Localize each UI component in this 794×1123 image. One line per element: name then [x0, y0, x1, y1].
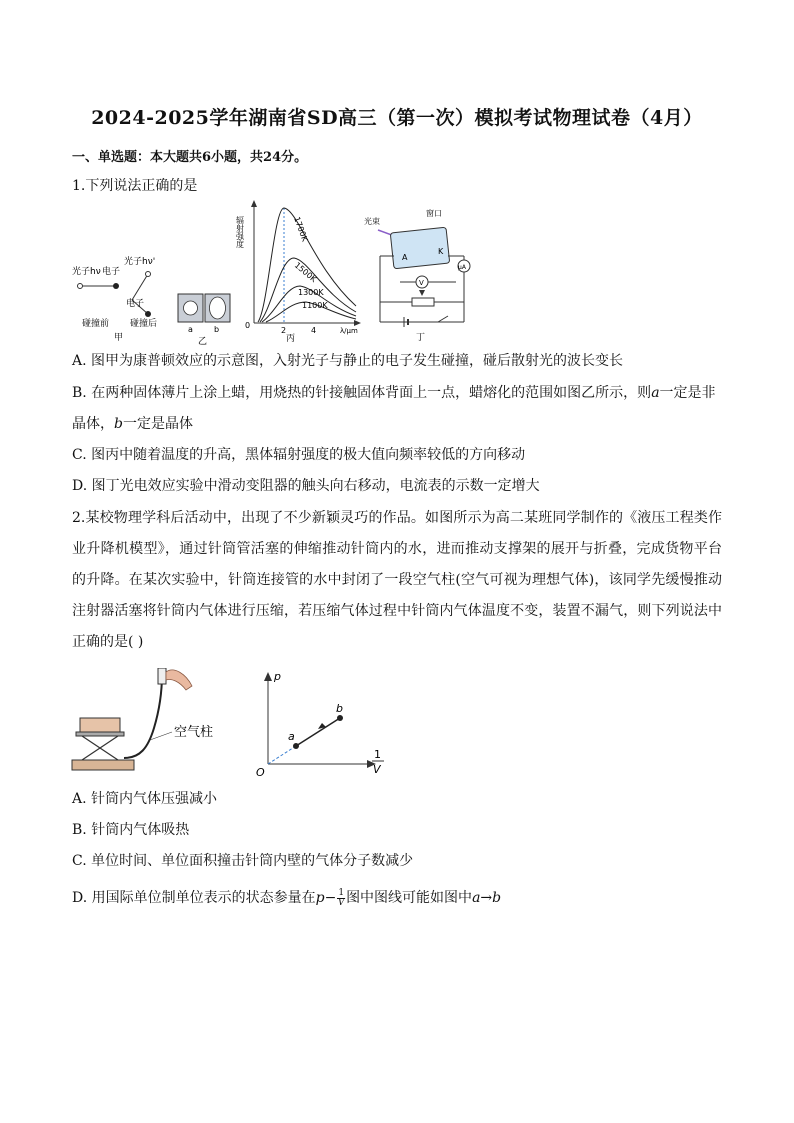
- q2-option-d-arrow: →: [480, 890, 493, 906]
- point-b: [337, 715, 343, 721]
- q2-option-b[interactable]: B. 针筒内气体吸热: [72, 822, 190, 838]
- q1-option-d[interactable]: D. 图丁光电效应实验中滑动变阻器的触头向右移动，电流表的示数一定增大: [72, 478, 540, 494]
- photon-in-label: 光子hν: [72, 267, 101, 277]
- photon-out-path: [132, 274, 148, 300]
- q1-option-c[interactable]: C. 图丙中随着温度的升高，黑体辐射强度的极大值向频率较低的方向移动: [72, 447, 526, 463]
- switch: [438, 316, 448, 322]
- q2-option-a[interactable]: A. 针筒内气体压强减小: [72, 791, 218, 807]
- q1-option-b-text3: 晶体，: [72, 416, 114, 432]
- point-a: [293, 743, 299, 749]
- q1-option-b-text2: 一定是非: [659, 385, 716, 401]
- wax-ellipse: [210, 297, 226, 319]
- q2-option-d[interactable]: [72, 888, 501, 908]
- tube: [124, 674, 162, 758]
- ammeter-label: μA: [458, 264, 466, 271]
- caption-bing: 丙: [286, 334, 296, 344]
- before-label: 碰撞前: [82, 319, 110, 329]
- beam-label: 光束: [364, 217, 380, 226]
- label-b: b: [214, 325, 220, 334]
- photon-out-label: 光子hν': [124, 257, 156, 267]
- x-label-den: V: [373, 763, 381, 776]
- bb-y-arrow: [251, 200, 257, 207]
- electron-after-label: 电子: [126, 299, 145, 309]
- syringe: [158, 668, 166, 684]
- bb-tick-4: 4: [311, 326, 317, 335]
- label-K: K: [438, 247, 444, 256]
- bb-x-arrow: [354, 320, 361, 326]
- figure-wax: [175, 290, 235, 346]
- wax-circle: [184, 301, 198, 315]
- electron-before-dot: [113, 283, 119, 289]
- page-title: 2024-2025学年湖南省SD高三（第一次）模拟考试物理试卷（4月）: [91, 107, 703, 129]
- air-column-label: 空气柱: [174, 725, 214, 740]
- q1-stem: 1.下列说法正确的是: [72, 178, 198, 194]
- hand: [166, 670, 192, 690]
- rheostat: [412, 298, 434, 306]
- q1-option-b-line2[interactable]: [72, 414, 193, 434]
- label-1300k: 1300K: [298, 288, 324, 297]
- fraction-den: V: [337, 897, 345, 908]
- photon-in-dot: [78, 284, 83, 289]
- cargo-platform: [80, 718, 120, 732]
- origin-label: O: [256, 766, 265, 779]
- q2-option-c[interactable]: C. 单位时间、单位面积撞击针筒内壁的气体分子数减少: [72, 853, 414, 869]
- window-label: 窗口: [426, 209, 442, 218]
- platform-plate: [76, 732, 124, 736]
- q1-option-b-b: b: [114, 416, 123, 432]
- label-1700k: 1700K: [292, 215, 310, 243]
- label-a: a: [188, 325, 193, 334]
- q2-option-d-text2: 图中图线可能如图中: [346, 890, 473, 906]
- q2-option-d-fraction: [337, 889, 345, 908]
- caption-ding: 丁: [416, 333, 426, 342]
- bb-xlabel: λ/μm: [340, 327, 358, 335]
- bb-origin: 0: [245, 321, 251, 330]
- rheostat-slider: [419, 290, 425, 296]
- q2-option-d-dash: −: [324, 890, 337, 906]
- figure-p-graph: [254, 668, 404, 780]
- q1-option-a[interactable]: A. 图甲为康普顿效应的示意图，入射光子与静止的电子发生碰撞，碰后散射光的波长变长: [72, 353, 624, 369]
- after-label: 碰撞后: [130, 319, 158, 329]
- figure-photoelectric: [364, 202, 484, 342]
- bb-ylabel: 辐射强度: [236, 216, 245, 248]
- figure-compton: [70, 252, 170, 342]
- bb-tick-2: 2: [281, 326, 287, 335]
- process-line: [296, 718, 340, 746]
- photon-out-dot: [146, 272, 151, 277]
- q1-option-b-text4: 一定是晶体: [122, 416, 193, 432]
- fraction-num: 1: [338, 887, 345, 898]
- p-axis-arrow: [264, 672, 272, 681]
- p-axis-label: p: [274, 670, 281, 683]
- point-a-label: a: [288, 730, 295, 743]
- q2-option-d-b: b: [492, 890, 502, 906]
- q1-option-b-a: a: [651, 385, 660, 401]
- caption-yi: 乙: [198, 337, 208, 346]
- caption-jia: 甲: [114, 333, 124, 342]
- q2-option-d-text: D. 用国际单位制单位表示的状态参量在: [72, 890, 316, 906]
- label-A: A: [402, 253, 408, 262]
- electron-before-label: 电子: [102, 267, 121, 277]
- extension-line: [268, 746, 296, 764]
- q1-option-b-text: B. 在两种固体薄片上涂上蜡，用烧热的针接触固体背面上一点，蜡熔化的范围如图乙所示，则: [72, 385, 652, 401]
- section-heading: 一、单选题：本大题共6小题，共24分。: [72, 150, 308, 165]
- label-1100k: 1100K: [302, 301, 328, 310]
- q2-option-d-a: a: [472, 890, 481, 906]
- label-1500k: 1500K: [292, 260, 319, 284]
- figure-blackbody: [236, 198, 368, 344]
- electron-after-dot: [145, 311, 151, 317]
- q2-stem: 2.某校物理学科后活动中，出现了不少新颖灵巧的作品。如图所示为高二某班同学制作的《液压工程类作业升降机模型》，通过针筒管活塞的伸缩推动针筒内的水，进而推动支撑架的展开与折叠，完成货物平台的升降。在某次实验中，针筒连接管的水中封闭了一段空气柱(空气可视为理想气体)，该同学先缓慢推动注射器活塞将针筒内气体进行压缩，若压缩气体过程中针筒内气体温度不变，装置不漏气，则下列说法中正确的是( ): [72, 510, 722, 650]
- base-board: [72, 760, 134, 770]
- voltmeter-label: V: [419, 279, 424, 287]
- figure-lift-device: [70, 668, 230, 778]
- x-label-num: 1: [374, 748, 381, 761]
- q1-option-b-line1[interactable]: [72, 383, 716, 403]
- point-b-label: b: [336, 702, 343, 715]
- q2-option-d-p: p: [315, 890, 325, 906]
